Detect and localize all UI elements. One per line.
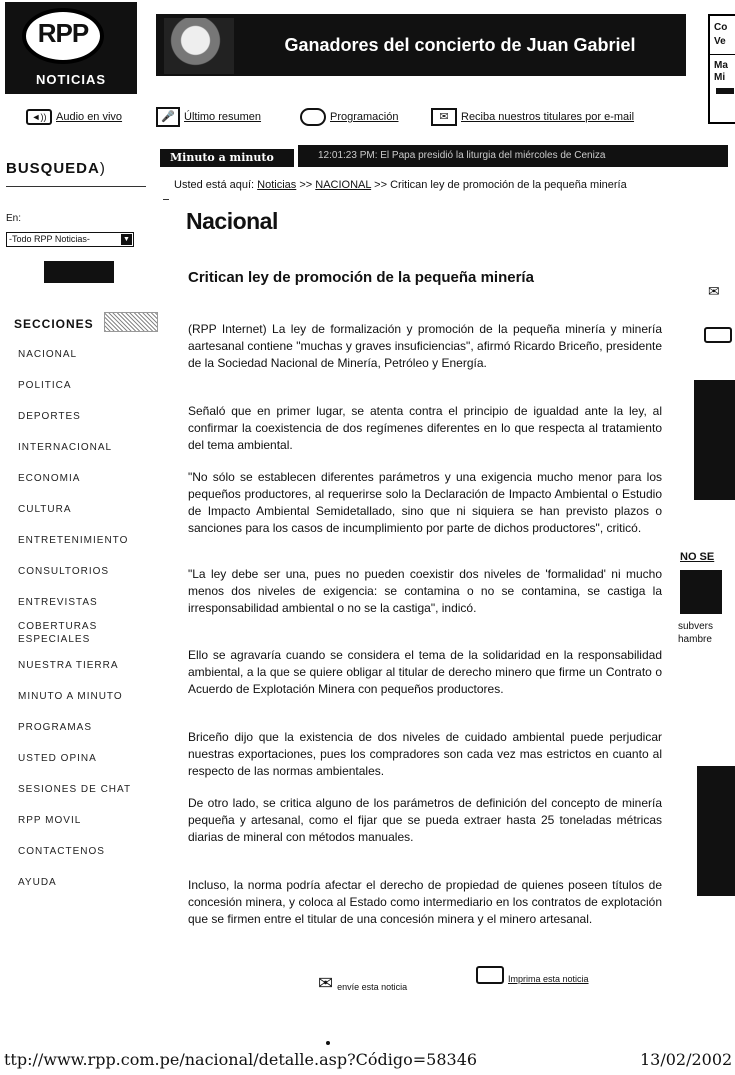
breadcrumb bbox=[174, 179, 730, 191]
right-text-1: subvers bbox=[678, 621, 714, 632]
right-frag-4: Mi bbox=[714, 72, 726, 83]
programacion-link[interactable] bbox=[300, 106, 398, 128]
breadcrumb-sep-2: >> bbox=[374, 179, 388, 191]
right-frag-3: Ma bbox=[714, 60, 728, 71]
breadcrumb-prefix: Usted está aquí: bbox=[174, 179, 255, 191]
nav-item-ayuda[interactable]: AYUDA bbox=[18, 877, 57, 888]
article-paragraph: Incluso, la norma podría afectar el derecho de propiedad de quienes poseen títulos de concesión minera, y coloca al Estado como intermediario en los contratos de explotación que se firmen entre el titular de una concesión minera y el minero artesanal. bbox=[188, 878, 662, 926]
nav-item-internacional[interactable]: INTERNACIONAL bbox=[18, 442, 113, 453]
search-scope-value: -Todo RPP Noticias- bbox=[9, 234, 90, 244]
nav-item-cultura[interactable]: CULTURA bbox=[18, 504, 72, 515]
envelope-icon[interactable]: ✉ bbox=[708, 283, 720, 299]
article-paragraph: (RPP Internet) La ley de formalización y promoción de la pequeña minería y minería aartesanal contiene "muchas y graves insuficiencias", afirmó Ricardo Briceño, presidente de la Sociedad Nacional de Minería, Petróleo y Energía. bbox=[188, 322, 662, 370]
printer-icon[interactable] bbox=[704, 327, 732, 343]
right-frag-2: Ve bbox=[714, 36, 726, 47]
nav-item-usted-opina[interactable]: USTED OPINA bbox=[18, 753, 97, 764]
sections-title: SECCIONES bbox=[14, 317, 94, 331]
article-title: Critican ley de promoción de la pequeña minería bbox=[188, 269, 534, 286]
audio-label: Audio en vivo bbox=[56, 111, 123, 123]
page-url: ttp://www.rpp.com.pe/nacional/detalle.asp?Código=58346 bbox=[4, 1050, 478, 1069]
nav-item-entrevistas[interactable]: ENTREVISTAS bbox=[18, 597, 98, 608]
printer-icon bbox=[476, 966, 504, 984]
article-paragraph: "No sólo se establecen diferentes parámetros y una exigencia mucho menor para los pequeños productores, al requerirse solo la Declaración de Impacto Ambiental o Estudio de Impacto Ambiental Semidetallado, sino que ni siquiera se han previsto plazos o sanciones para los casos de incumplimiento por parte de dichos productores", criticó. bbox=[188, 470, 662, 535]
search-button[interactable] bbox=[44, 261, 114, 283]
breadcrumb-home[interactable]: Noticias bbox=[257, 179, 297, 191]
sections-decoration bbox=[104, 312, 158, 332]
email-subscribe-link[interactable] bbox=[431, 106, 634, 128]
breadcrumb-sep-1: >> bbox=[299, 179, 313, 191]
search-scope-label: En: bbox=[6, 213, 22, 224]
news-ticker[interactable]: 12:01:23 PM: El Papa presidió la liturgia del miércoles de Ceniza bbox=[298, 145, 728, 167]
article-paragraph: "La ley debe ser una, pues no pueden coexistir dos niveles de 'formalidad' ni mucho menos dos niveles de exigencia: se contamina o no se contamina, se castiga la irresponsabilidad ambiental o no se la castiga", indicó. bbox=[188, 567, 662, 615]
right-frag-1: Co bbox=[714, 22, 728, 33]
divider bbox=[163, 199, 169, 200]
breadcrumb-section[interactable]: NACIONAL bbox=[315, 179, 372, 191]
envelope-icon: ✉ bbox=[318, 973, 334, 993]
print-article-link[interactable] bbox=[476, 966, 589, 984]
nav-item-economia[interactable]: ECONOMIA bbox=[18, 473, 81, 484]
right-no-se-label[interactable]: NO SE bbox=[680, 551, 715, 563]
chevron-down-icon: ▼ bbox=[121, 234, 132, 245]
nav-item-nacional[interactable]: NACIONAL bbox=[18, 349, 78, 360]
dot bbox=[326, 1041, 330, 1045]
right-thumb[interactable] bbox=[680, 570, 722, 614]
banner-photo bbox=[164, 18, 234, 74]
resumen-link[interactable] bbox=[156, 106, 261, 128]
email-subscribe-label: Reciba nuestros titulares por e-mail bbox=[461, 111, 635, 123]
right-ad-image-2[interactable] bbox=[697, 766, 735, 896]
minuto-label[interactable]: Minuto a minuto bbox=[160, 149, 294, 167]
nav-item-consultorios[interactable]: CONSULTORIOS bbox=[18, 566, 110, 577]
resumen-label: Último resumen bbox=[184, 111, 262, 123]
article-paragraph: Briceño dijo que la existencia de dos niveles de cuidado ambiental puede perjudicar nuestras exportaciones, pues los compradores son cada vez mas estrictos en cuanto al respecto de las normas ambientales. bbox=[188, 730, 662, 778]
nav-item-coberturas[interactable]: COBERTURAS ESPECIALES bbox=[18, 621, 98, 645]
print-article-label: Imprima esta noticia bbox=[508, 974, 589, 984]
nav-item-entretenimiento[interactable]: ENTRETENIMIENTO bbox=[18, 535, 129, 546]
banner-text: Ganadores del concierto de Juan Gabriel bbox=[284, 35, 636, 55]
send-article-label: envíe esta noticia bbox=[337, 982, 408, 992]
page-title: Nacional bbox=[186, 208, 278, 234]
microphone-icon: 🎤 bbox=[156, 107, 180, 127]
right-ad-image[interactable] bbox=[694, 380, 735, 500]
article-paragraph: De otro lado, se critica alguno de los parámetros de definición del concepto de minería pequeña y artesanal, como el fijar que se pueda extraer hasta 25 toneladas métricas diarias de mineral con métodos manuales. bbox=[188, 796, 662, 844]
nav-item-politica[interactable]: POLITICA bbox=[18, 380, 72, 391]
print-date: 13/02/2002 bbox=[640, 1050, 733, 1069]
nav-item-minuto[interactable]: MINUTO A MINUTO bbox=[18, 691, 123, 702]
breadcrumb-current: Critican ley de promoción de la pequeña minería bbox=[390, 179, 627, 191]
radio-icon bbox=[300, 108, 326, 126]
nav-item-deportes[interactable]: DEPORTES bbox=[18, 411, 81, 422]
logo-subtitle: NOTICIAS bbox=[35, 72, 107, 87]
logo-text: RPP bbox=[37, 18, 89, 48]
envelope-icon: ✉ bbox=[431, 108, 457, 126]
search-scope-select[interactable] bbox=[6, 232, 134, 247]
right-top-box bbox=[708, 14, 735, 124]
nav-item-nuestra-tierra[interactable]: NUESTRA TIERRA bbox=[18, 660, 119, 671]
speaker-icon: ◄)) bbox=[26, 109, 52, 125]
search-title: BUSQUEDA) bbox=[6, 160, 106, 177]
nav-item-contactenos[interactable]: CONTACTENOS bbox=[18, 846, 105, 857]
search-swoosh-icon: ) bbox=[99, 160, 106, 177]
programacion-label: Programación bbox=[330, 111, 399, 123]
nav-item-chat[interactable]: SESIONES DE CHAT bbox=[18, 784, 132, 795]
article-paragraph: Ello se agravaría cuando se considera el tema de la solidaridad en la responsabilidad ambiental, a la que se quiere obligar al titular de derecho minero que firme un Contrato o Acuerdo de Explotación Minera con pequeños productores. bbox=[188, 648, 662, 696]
search-input[interactable] bbox=[6, 186, 146, 187]
send-article-link[interactable] bbox=[318, 974, 407, 992]
right-text-2: hambre bbox=[678, 634, 712, 645]
nav-item-programas[interactable]: PROGRAMAS bbox=[18, 722, 93, 733]
nav-item-rpp-movil[interactable]: RPP MOVIL bbox=[18, 815, 82, 826]
audio-link[interactable] bbox=[26, 106, 122, 128]
article-paragraph: Señaló que en primer lugar, se atenta contra el principio de igualdad ante la ley, al confirmar la coexistencia de dos regímenes diferentes en lo que respecta al tratamiento del tema ambiental. bbox=[188, 404, 662, 452]
